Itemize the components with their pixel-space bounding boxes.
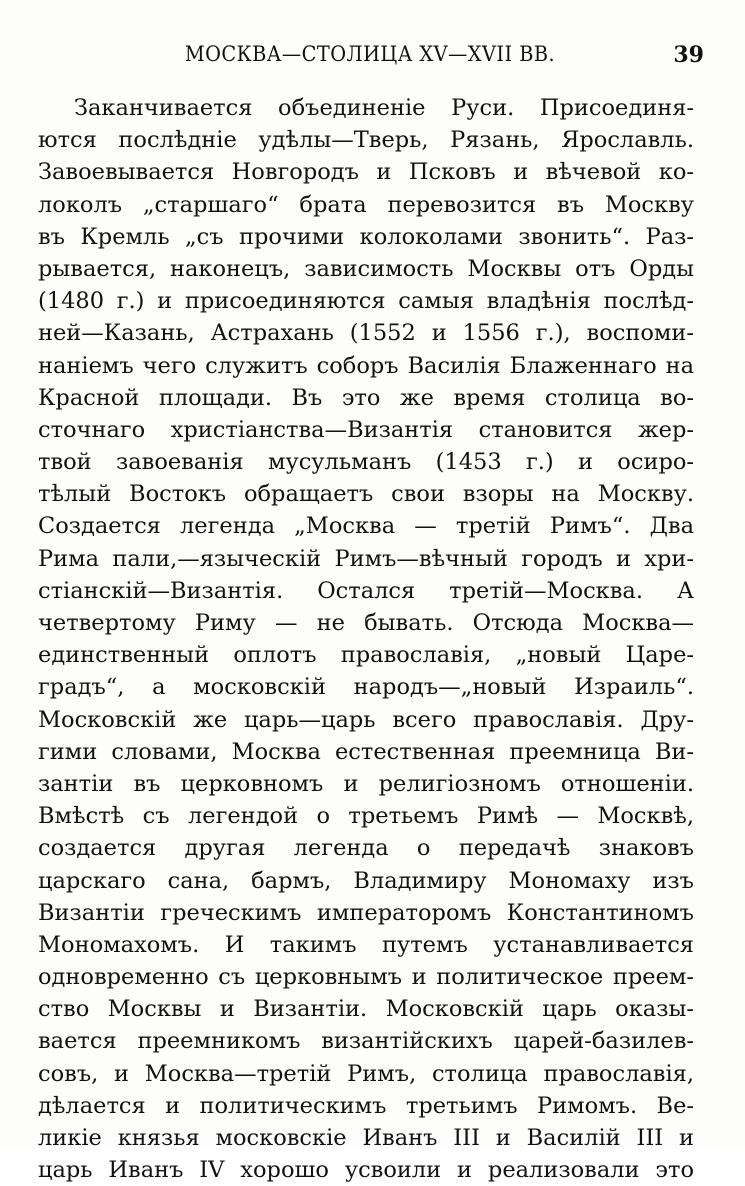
text-line: Красной площади. Въ это же время столица во- — [38, 384, 694, 411]
body-text — [38, 92, 694, 1186]
text-line: сточнаго христiанства—Византiя становится жер- — [38, 416, 694, 443]
running-title: МОСКВА—СТОЛИЦА XV—XVII ВВ. — [184, 42, 556, 66]
text-line: совъ, и Москва—третiй Римъ, столица православiя, — [38, 1060, 694, 1087]
text-line: создается другая легенда о передачѣ знаковъ — [38, 835, 694, 862]
text-line: гими словами, Москва естественная преемница Ви- — [38, 738, 694, 765]
text-line: Византiи греческимъ императоромъ Константиномъ — [38, 899, 694, 926]
text-line: Завоевывается Новгородъ и Псковъ и вѣчевой ко- — [38, 159, 694, 186]
text-line: тѣлый Востокъ обращаетъ свои взоры на Москву. — [38, 481, 694, 508]
text-line: ются послѣднiе удѣлы—Тверь, Рязань, Ярославль. — [38, 127, 694, 154]
text-line: зантiи въ церковномъ и религiозномъ отношенiи. — [38, 770, 694, 797]
text-line: царскаго сана, бармъ, Владимиру Мономаху изъ — [38, 867, 694, 894]
text-line: ство Москвы и Византiи. Московскiй царь оказы- — [38, 996, 694, 1023]
text-line: царь Иванъ IV хорошо усвоили и реализовали это — [38, 1157, 694, 1184]
text-line: Мономахомъ. И такимъ путемъ устанавливается — [38, 931, 694, 958]
text-line: четвертому Риму — не бывать. Отсюда Москва— — [38, 610, 694, 636]
text-line: градъ“, а московскiй народъ—„новый Израиль“. — [38, 674, 694, 701]
page-number: 39 — [673, 42, 704, 68]
text-line: (1480 г.) и присоединяются самыя владѣнiя послѣд- — [38, 288, 694, 315]
text-line: стiанскiй—Византiя. Остался третiй—Москва. А — [38, 577, 694, 604]
text-line: Вмѣстѣ съ легендой о третьемъ Римѣ — Москвѣ, — [38, 803, 694, 830]
text-line: ней—Казань, Астрахань (1552 и 1556 г.), воспоми- — [38, 320, 694, 347]
text-line: ликiе князья московскiе Иванъ III и Василiй III и — [38, 1125, 694, 1151]
text-line: дѣлается и политическимъ третьимъ Римомъ. Ве- — [38, 1092, 694, 1119]
text-line: рывается, наконецъ, зависимость Москвы отъ Орды — [38, 255, 694, 282]
text-line: вается преемникомъ византiйскихъ царей-базилев- — [38, 1028, 694, 1055]
text-line: Рима пали,—языческiй Римъ—вѣчный городъ и хри- — [38, 545, 694, 572]
text-line: Создается легенда „Москва — третiй Римъ“. Два — [38, 513, 694, 540]
text-line: твой завоеванiя мусульманъ (1453 г.) и осиро- — [38, 449, 694, 476]
text-line: нанiемъ чего служитъ соборъ Василiя Блаженнаго на — [38, 352, 694, 379]
running-head — [38, 42, 702, 76]
text-line: локолъ „старшаго“ брата перевозится въ Москву — [38, 191, 694, 218]
text-line: Заканчивается объединенiе Руси. Присоединя- — [74, 95, 694, 121]
text-line: Московскiй же царь—царь всего православiя. Дру- — [38, 706, 694, 733]
text-line: одновременно съ церковнымъ и политическое преем- — [38, 964, 694, 991]
text-line: единственный оплотъ православiя, „новый Царе- — [38, 642, 694, 669]
text-line: въ Кремль „съ прочими колоколами звонить“. Раз- — [38, 223, 694, 250]
